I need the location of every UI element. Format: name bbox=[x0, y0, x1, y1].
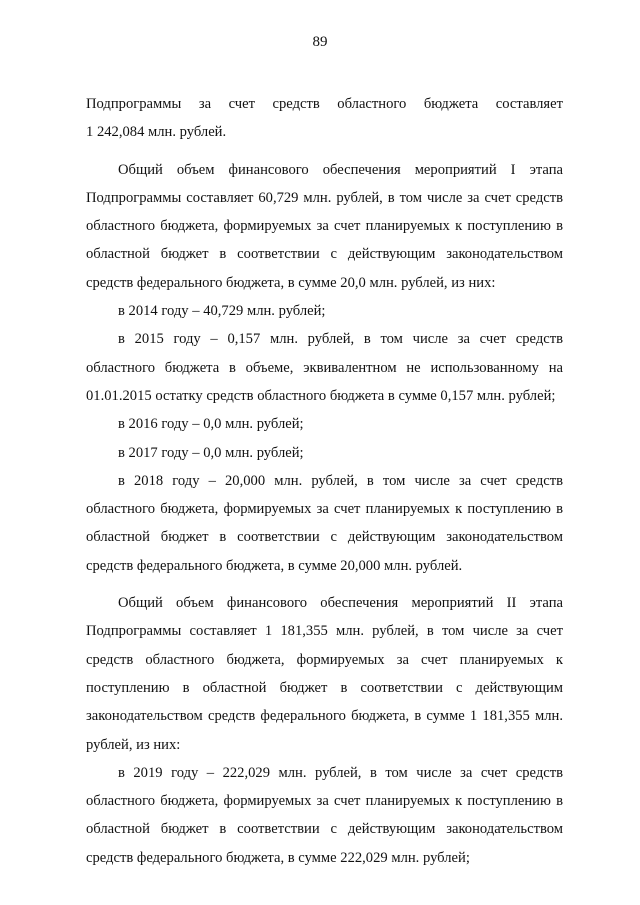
paragraph-line: Общий объем финансового обеспечения мероприятий I этапа bbox=[118, 161, 563, 178]
paragraph-line: областной бюджет в соответствии с действующим законодательством bbox=[86, 529, 563, 546]
paragraph-line: средств федерального бюджета, в сумме 20,000 млн. рублей. bbox=[86, 557, 463, 574]
paragraph-line: в 2015 году – 0,157 млн. рублей, в том числе за счет средств bbox=[118, 331, 563, 348]
paragraph-line: 1 242,084 млн. рублей. bbox=[86, 124, 227, 141]
paragraph-line: областного бюджета, формируемых за счет планируемых к поступлению в bbox=[86, 218, 563, 235]
document-body bbox=[86, 90, 563, 872]
paragraph-line: 01.01.2015 остатку средств областного бюджета в сумме 0,157 млн. рублей; bbox=[86, 387, 556, 404]
paragraph-line: областной бюджет в соответствии с действующим законодательством bbox=[86, 246, 563, 263]
paragraph-line: рублей, из них: bbox=[86, 736, 181, 753]
paragraph-line: средств федерального бюджета, в сумме 222,029 млн. рублей; bbox=[86, 849, 470, 866]
paragraph-line: средств федерального бюджета, в сумме 20,0 млн. рублей, из них: bbox=[86, 274, 496, 291]
paragraph-line: Подпрограммы за счет средств областного бюджета составляет bbox=[86, 96, 563, 112]
paragraph-line: в 2019 году – 222,029 млн. рублей, в том числе за счет средств bbox=[118, 764, 563, 781]
paragraph-line: областной бюджет в соответствии с действующим законодательством bbox=[86, 821, 563, 838]
paragraph-line: областного бюджета, формируемых за счет планируемых к поступлению в bbox=[86, 793, 563, 810]
paragraph-line: законодательством средств федерального бюджета, в сумме 1 181,355 млн. bbox=[86, 708, 563, 725]
paragraph-line: в 2014 году – 40,729 млн. рублей; bbox=[118, 303, 326, 320]
page-number: 89 bbox=[312, 34, 328, 50]
paragraph-line: поступлению в областной бюджет в соответствии с действующим bbox=[86, 679, 563, 696]
paragraph-line: Общий объем финансового обеспечения мероприятий II этапа bbox=[118, 595, 563, 612]
paragraph-line: в 2016 году – 0,0 млн. рублей; bbox=[118, 416, 304, 433]
paragraph-line: областного бюджета, формируемых за счет планируемых к поступлению в bbox=[86, 501, 563, 518]
paragraph-line: Подпрограммы составляет 1 181,355 млн. рублей, в том числе за счет bbox=[86, 623, 563, 640]
paragraph-line: средств областного бюджета, формируемых за счет планируемых к bbox=[86, 651, 563, 668]
paragraph-line: Подпрограммы составляет 60,729 млн. рублей, в том числе за счет средств bbox=[86, 189, 563, 206]
paragraph-line: в 2017 году – 0,0 млн. рублей; bbox=[118, 444, 304, 461]
paragraph-line: в 2018 году – 20,000 млн. рублей, в том числе за счет средств bbox=[118, 472, 563, 489]
paragraph-line: областного бюджета в объеме, эквивалентном не использованному на bbox=[86, 359, 563, 376]
